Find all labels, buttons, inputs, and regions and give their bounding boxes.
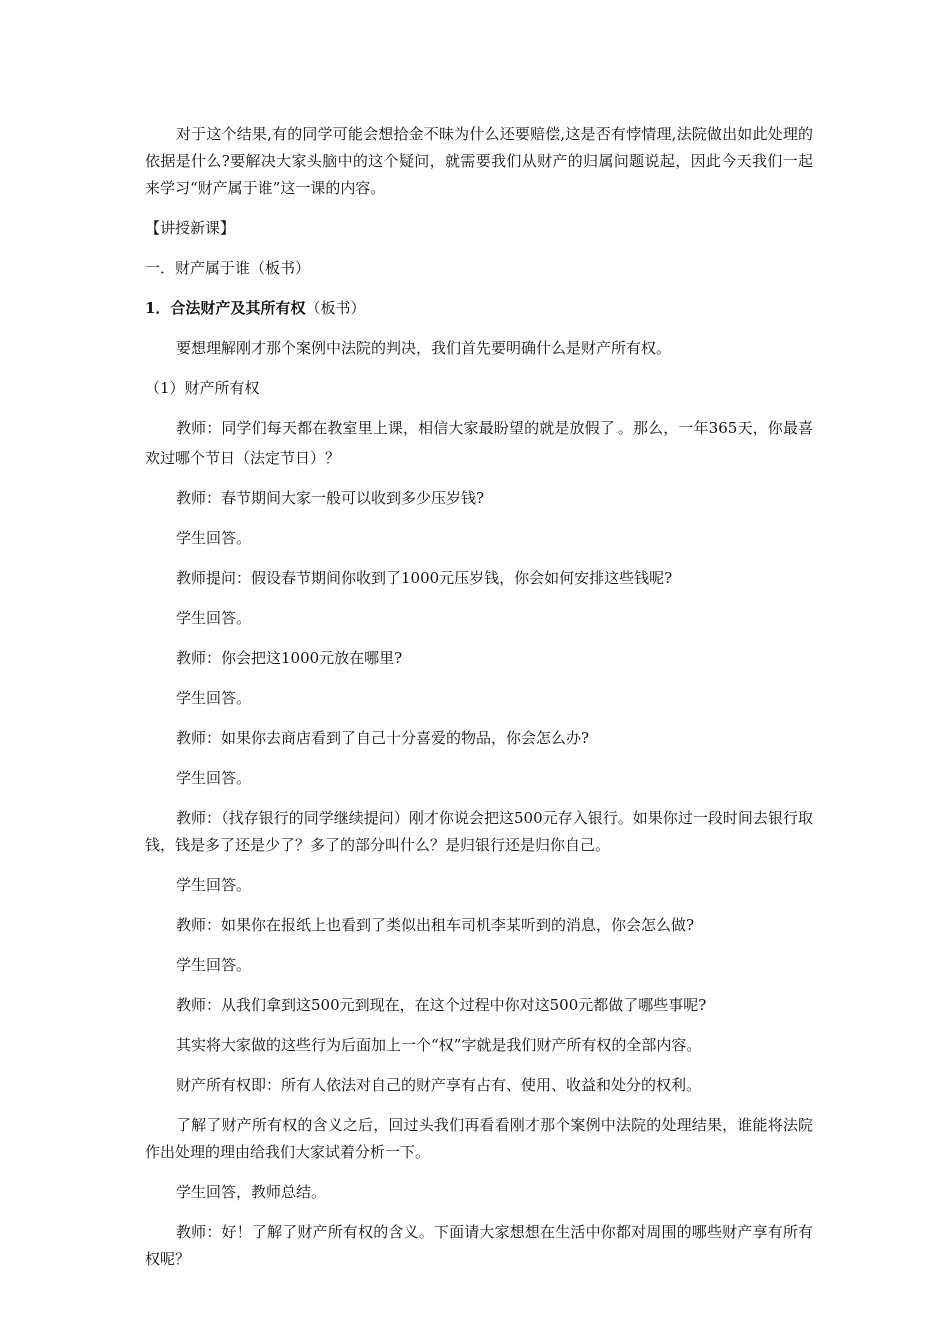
document-body [145,121,813,1273]
teacher-line-2: 教师：春节期间大家一般可以收到多少压岁钱? [176,489,485,507]
teacher-line-1b: 。那么，一年365天，你最喜欢过哪个节日（法定节日）？ [145,419,813,467]
part-title: 一．财产属于谁（板书） [145,259,311,277]
student-answer-2: 学生回答。 [176,609,252,627]
student-answer-1: 学生回答。 [176,529,252,547]
stray-dot: . [614,426,618,436]
understand-paragraph: 要想理解刚才那个案例中法院的判决，我们首先要明确什么是财产所有权。 [176,339,672,357]
intro-paragraph: 对于这个结果,有的同学可能会想拾金不昧为什么还要赔偿,这是否有悖情理,法院做出如此处理的依据是什么?要解决大家头脑中的这个疑问，就需要我们从财产的归属问题说起，因此今天我们一起来学习“财产属于谁”这一课的内容。 [145,125,813,197]
sub-title-bold: 1．合法财产及其所有权 [145,299,306,317]
teacher-line-9: 教师：好！了解了财产所有权的含义。下面请大家想想在生活中你都对周围的哪些财产享有所有权呢？ [145,1223,813,1268]
definition-paragraph: 财产所有权即：所有人依法对自己的财产享有占有、使用、收益和处分的权利。 [176,1076,702,1094]
item-1-heading: （1）财产所有权 [145,379,260,397]
review-paragraph: 了解了财产所有权的含义之后，回过头我们再看看刚才那个案例中法院的处理结果，谁能将法院作出处理的理由给我们大家试着分析一下。 [145,1116,813,1161]
student-answer-5: 学生回答。 [176,876,252,894]
sub-title-note: （板书） [305,299,366,317]
teacher-line-1 [145,415,813,472]
teacher-line-3: 教师提问：假设春节期间你收到了1000元压岁钱，你会如何安排这些钱呢? [176,569,673,587]
teacher-line-8: 教师：从我们拿到这500元到现在，在这个过程中你对这500元都做了哪些事呢? [176,996,707,1014]
actions-paragraph: 其实将大家做的这些行为后面加上一个“权”字就是我们财产所有权的全部内容。 [176,1036,702,1054]
sub-title [145,295,813,322]
teacher-line-7: 教师：如果你在报纸上也看到了类似出租车司机李某听到的消息，你会怎么做? [176,916,695,934]
teacher-line-4: 教师：你会把这1000元放在哪里? [176,649,403,667]
student-answer-6: 学生回答。 [176,956,252,974]
teacher-line-5: 教师：如果你去商店看到了自己十分喜爱的物品，你会怎么办? [176,729,590,747]
teacher-line-6: 教师：（找存银行的同学继续提问）刚才你说会把这500元存入银行。如果你过一段时间去银行取钱，钱是多了还是少了？多了的部分叫什么？是归银行还是归你自己。 [145,809,813,854]
student-answer-4: 学生回答。 [176,769,252,787]
student-answer-7: 学生回答，教师总结。 [176,1183,327,1201]
student-answer-3: 学生回答。 [176,689,252,707]
section-heading: 【讲授新课】 [145,219,236,237]
teacher-line-1a: 教师：同学们每天都在教室里上课，相信大家最盼望的就是放假了 [176,419,615,437]
